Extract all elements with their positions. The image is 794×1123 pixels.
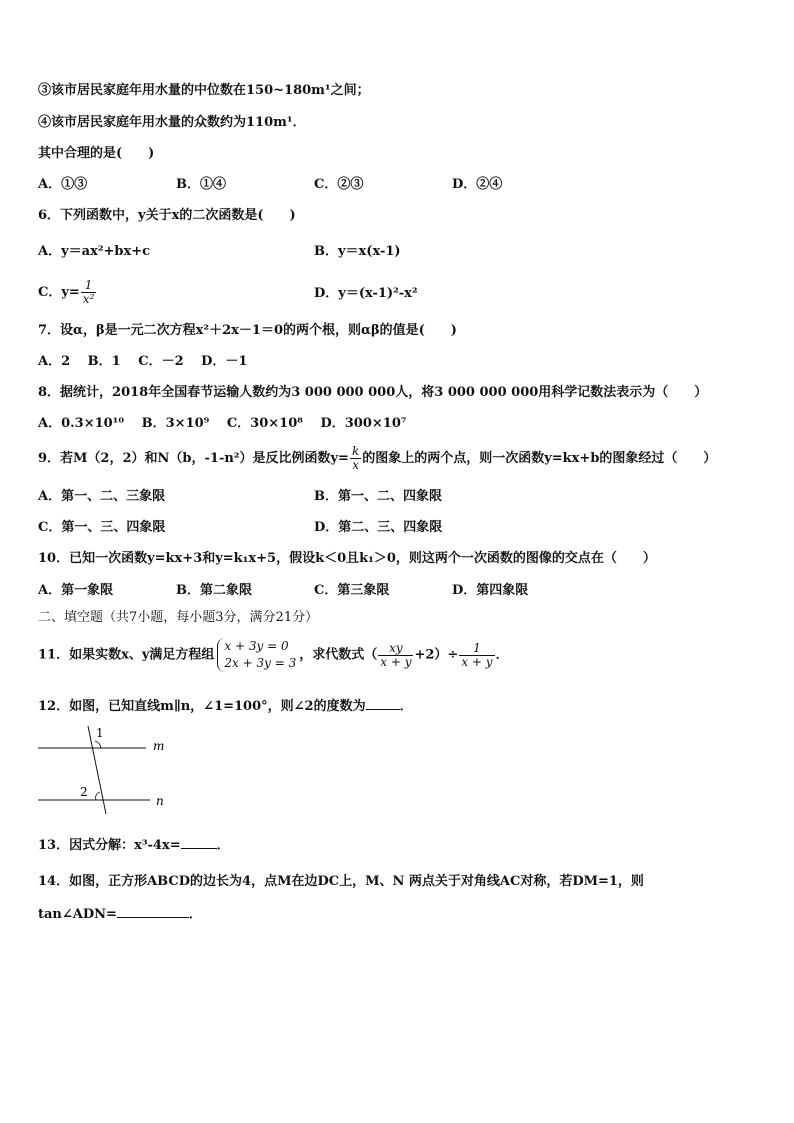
q6-option-a: A．y＝ax²+bx+c xyxy=(38,244,151,259)
q9-stem-start: 9．若M（2，2）和N（b，-1-n²）是反比例函数y= xyxy=(38,451,349,466)
q11-fraction-1 xyxy=(378,642,413,669)
section-2-heading: 二、填空题（共7小题，每小题3分，满分21分） xyxy=(38,610,319,625)
fraction-numerator: xy xyxy=(378,642,413,656)
q11-fraction-2 xyxy=(459,642,494,669)
fraction-denominator: x² xyxy=(82,292,95,306)
q10-option-b: B．第二象限 xyxy=(176,583,252,598)
q9-stem-end: 的图象上的两个点，则一次函数y=kx+b的图象经过（ ） xyxy=(362,451,717,466)
fraction-numerator: 1 xyxy=(81,279,97,293)
q9-option-b: B．第一、二、四象限 xyxy=(314,489,442,504)
q14-tan-label: tan∠ADN= xyxy=(38,907,117,922)
q5-option-a: A．①③ xyxy=(38,177,88,192)
q12-stem-text: 12．如图，已知直线m∥n，∠1=100°，则∠2的度数为 xyxy=(38,699,366,714)
q12-parallel-lines-figure xyxy=(30,720,180,815)
q6-option-b: B．y＝x(x-1) xyxy=(314,244,401,259)
q6-option-c-prefix: C．y= xyxy=(38,285,80,300)
question-11-stem xyxy=(38,638,509,672)
question-7-stem: 7．设α，β是一元二次方程x²＋2x－1＝0的两个根，则αβ的值是( ) xyxy=(38,323,457,338)
question-12-stem xyxy=(38,697,413,716)
question-7-options: A．2 B．1 C．－2 D．－1 xyxy=(38,354,248,369)
fraction-denominator: x xyxy=(352,458,359,472)
line-m-label: m xyxy=(153,739,165,753)
q5-option-d: D．②④ xyxy=(452,177,503,192)
angle-2-label: 2 xyxy=(80,785,88,799)
question-8-options: A．0.3×10¹⁰ B．3×10⁹ C．30×10⁸ D．300×10⁷ xyxy=(38,416,407,431)
q9-option-a: A．第一、二、三象限 xyxy=(38,489,166,504)
q10-option-d: D．第四象限 xyxy=(452,583,529,598)
q9-option-c: C．第一、三、四象限 xyxy=(38,520,166,535)
answer-blank[interactable] xyxy=(366,697,400,710)
q11-equation-system xyxy=(217,638,296,672)
q6-option-d: D．y＝(x-1)²-x² xyxy=(314,286,418,301)
question-9-stem xyxy=(38,445,716,472)
angle-2-arc xyxy=(96,792,100,800)
q6-option-c-fraction xyxy=(81,279,97,306)
question-8-stem: 8．据统计，2018年全国春节运输人数约为3 000 000 000人，将3 000 000 000用科学记数法表示为（ ） xyxy=(38,385,708,400)
answer-blank[interactable] xyxy=(117,905,189,918)
answer-blank[interactable] xyxy=(181,836,217,849)
angle-1-arc xyxy=(95,741,101,748)
statement-4: ④该市居民家庭年用水量的众数约为110m¹． xyxy=(38,115,306,130)
statement-3: ③该市居民家庭年用水量的中位数在150~180m¹之间； xyxy=(38,83,370,98)
question-6-stem: 6．下列函数中，y关于x的二次函数是( ) xyxy=(38,208,296,223)
q5-option-c: C．②③ xyxy=(314,177,364,192)
q5-option-b: B．①④ xyxy=(176,177,226,192)
fraction-numerator: 1 xyxy=(459,642,494,656)
q10-option-c: C．第三象限 xyxy=(314,583,390,598)
fraction-denominator: x + y xyxy=(380,654,412,669)
q11-plus-two-divide: +2）÷ xyxy=(414,647,459,663)
question-13-stem xyxy=(38,836,230,855)
q13-stem-text: 13．因式分解：x³-4x= xyxy=(38,838,181,853)
question-5-prompt: 其中合理的是( ) xyxy=(38,146,155,161)
q13-end: ． xyxy=(216,838,230,853)
q11-stem-start: 11．如果实数x、y满足方程组 xyxy=(38,647,215,663)
q6-option-c xyxy=(38,279,97,306)
question-10-stem: 10．已知一次函数y=kx+3和y=k₁x+5，假设k＜0且k₁＞0，则这两个一次函数的图像的交点在（ ） xyxy=(38,551,656,566)
angle-1-label: 1 xyxy=(96,726,104,740)
q14-end: ． xyxy=(188,907,202,922)
fraction-denominator: x + y xyxy=(461,654,493,669)
question-14-stem: 14．如图，正方形ABCD的边长为4，点M在边DC上，M、N 两点关于对角线AC对称，若DM=1，则 xyxy=(38,874,644,889)
question-14-line-2 xyxy=(38,905,202,924)
q11-stem-middle: ，求代数式（ xyxy=(299,647,378,663)
fraction-numerator: k xyxy=(351,444,360,458)
q11-end: ． xyxy=(495,647,509,663)
line-n-label: n xyxy=(156,794,164,808)
q10-option-a: A．第一象限 xyxy=(38,583,114,598)
q9-fraction xyxy=(350,445,361,472)
equation-1: x + 3y = 0 xyxy=(224,639,289,653)
equation-2: 2x + 3y = 3 xyxy=(224,656,297,670)
q12-end: ． xyxy=(399,699,413,714)
q9-option-d: D．第二、三、四象限 xyxy=(314,520,443,535)
